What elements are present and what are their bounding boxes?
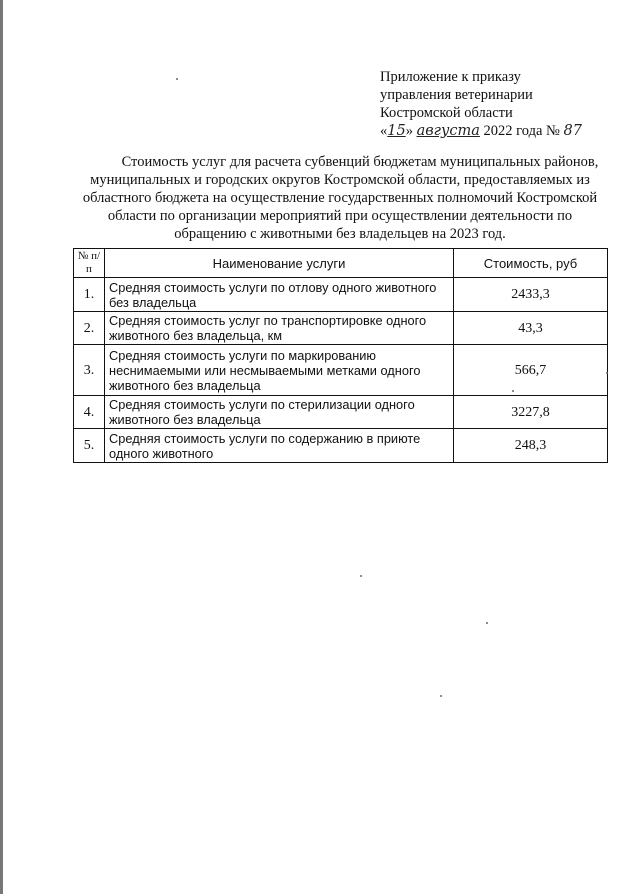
table-row xyxy=(74,429,608,463)
row-number: 3. xyxy=(74,345,105,396)
date-month-handwritten: августа xyxy=(416,123,480,139)
scan-speck xyxy=(512,390,514,392)
header-number: № п/п xyxy=(74,249,105,278)
appendix-line-1: Приложение к приказу xyxy=(380,69,521,85)
title-line-4: области по организации мероприятий при осуществлении деятельности по xyxy=(107,208,573,224)
services-table xyxy=(73,248,608,463)
scan-edge-line xyxy=(0,0,3,894)
table-row xyxy=(74,345,608,396)
date-year-text: 2022 года № xyxy=(483,123,560,139)
appendix-block xyxy=(380,68,630,140)
row-service-name: Средняя стоимость услуг по транспортировке одного животного без владельца, км xyxy=(105,312,454,345)
row-cost: 3227,8 xyxy=(454,396,608,429)
row-number: 2. xyxy=(74,312,105,345)
row-cost: 566,7 xyxy=(454,345,608,396)
table-row xyxy=(74,312,608,345)
row-service-name: Средняя стоимость услуги по отлову одного животного без владельца xyxy=(105,278,454,312)
row-number: 1. xyxy=(74,278,105,312)
date-day-handwritten: 15 xyxy=(387,123,406,139)
title-line-3: областного бюджета на осуществление государственных полномочий Костромской xyxy=(82,190,598,206)
table-row xyxy=(74,396,608,429)
row-cost: 2433,3 xyxy=(454,278,608,312)
document-title xyxy=(70,153,610,243)
row-cost: 248,3 xyxy=(454,429,608,463)
appendix-line-2: управления ветеринарии xyxy=(380,87,533,103)
row-number: 5. xyxy=(74,429,105,463)
scan-speck xyxy=(486,622,488,624)
appendix-date-line xyxy=(380,122,630,140)
table-row xyxy=(74,278,608,312)
row-service-name: Средняя стоимость услуги по содержанию в приюте одного животного xyxy=(105,429,454,463)
date-close-quote: » xyxy=(405,123,413,139)
title-line-1: Стоимость услуг для расчета субвенций бюджетам муниципальных районов, xyxy=(121,154,599,170)
scan-speck xyxy=(360,575,362,577)
date-open-quote: « xyxy=(380,123,388,139)
appendix-line-3: Костромской области xyxy=(380,105,513,121)
table-header-row xyxy=(74,249,608,278)
order-number-handwritten: 87 xyxy=(563,123,582,139)
title-line-5: обращению с животными без владельцев на 2023 год. xyxy=(174,226,506,242)
row-cost: 43,3 xyxy=(454,312,608,345)
row-number: 4. xyxy=(74,396,105,429)
title-line-2: муниципальных и городских округов Костромской области, предоставляемых из xyxy=(90,172,590,188)
scan-speck xyxy=(176,78,178,80)
header-cost: Стоимость, руб xyxy=(454,249,608,278)
scan-speck xyxy=(440,695,442,697)
row-service-name: Средняя стоимость услуги по стерилизации одного животного без владельца xyxy=(105,396,454,429)
row-service-name: Средняя стоимость услуги по маркированию неснимаемыми или несмываемыми метками одного животного без владельца xyxy=(105,345,454,396)
scan-speck xyxy=(606,372,608,374)
header-service-name: Наименование услуги xyxy=(105,249,454,278)
